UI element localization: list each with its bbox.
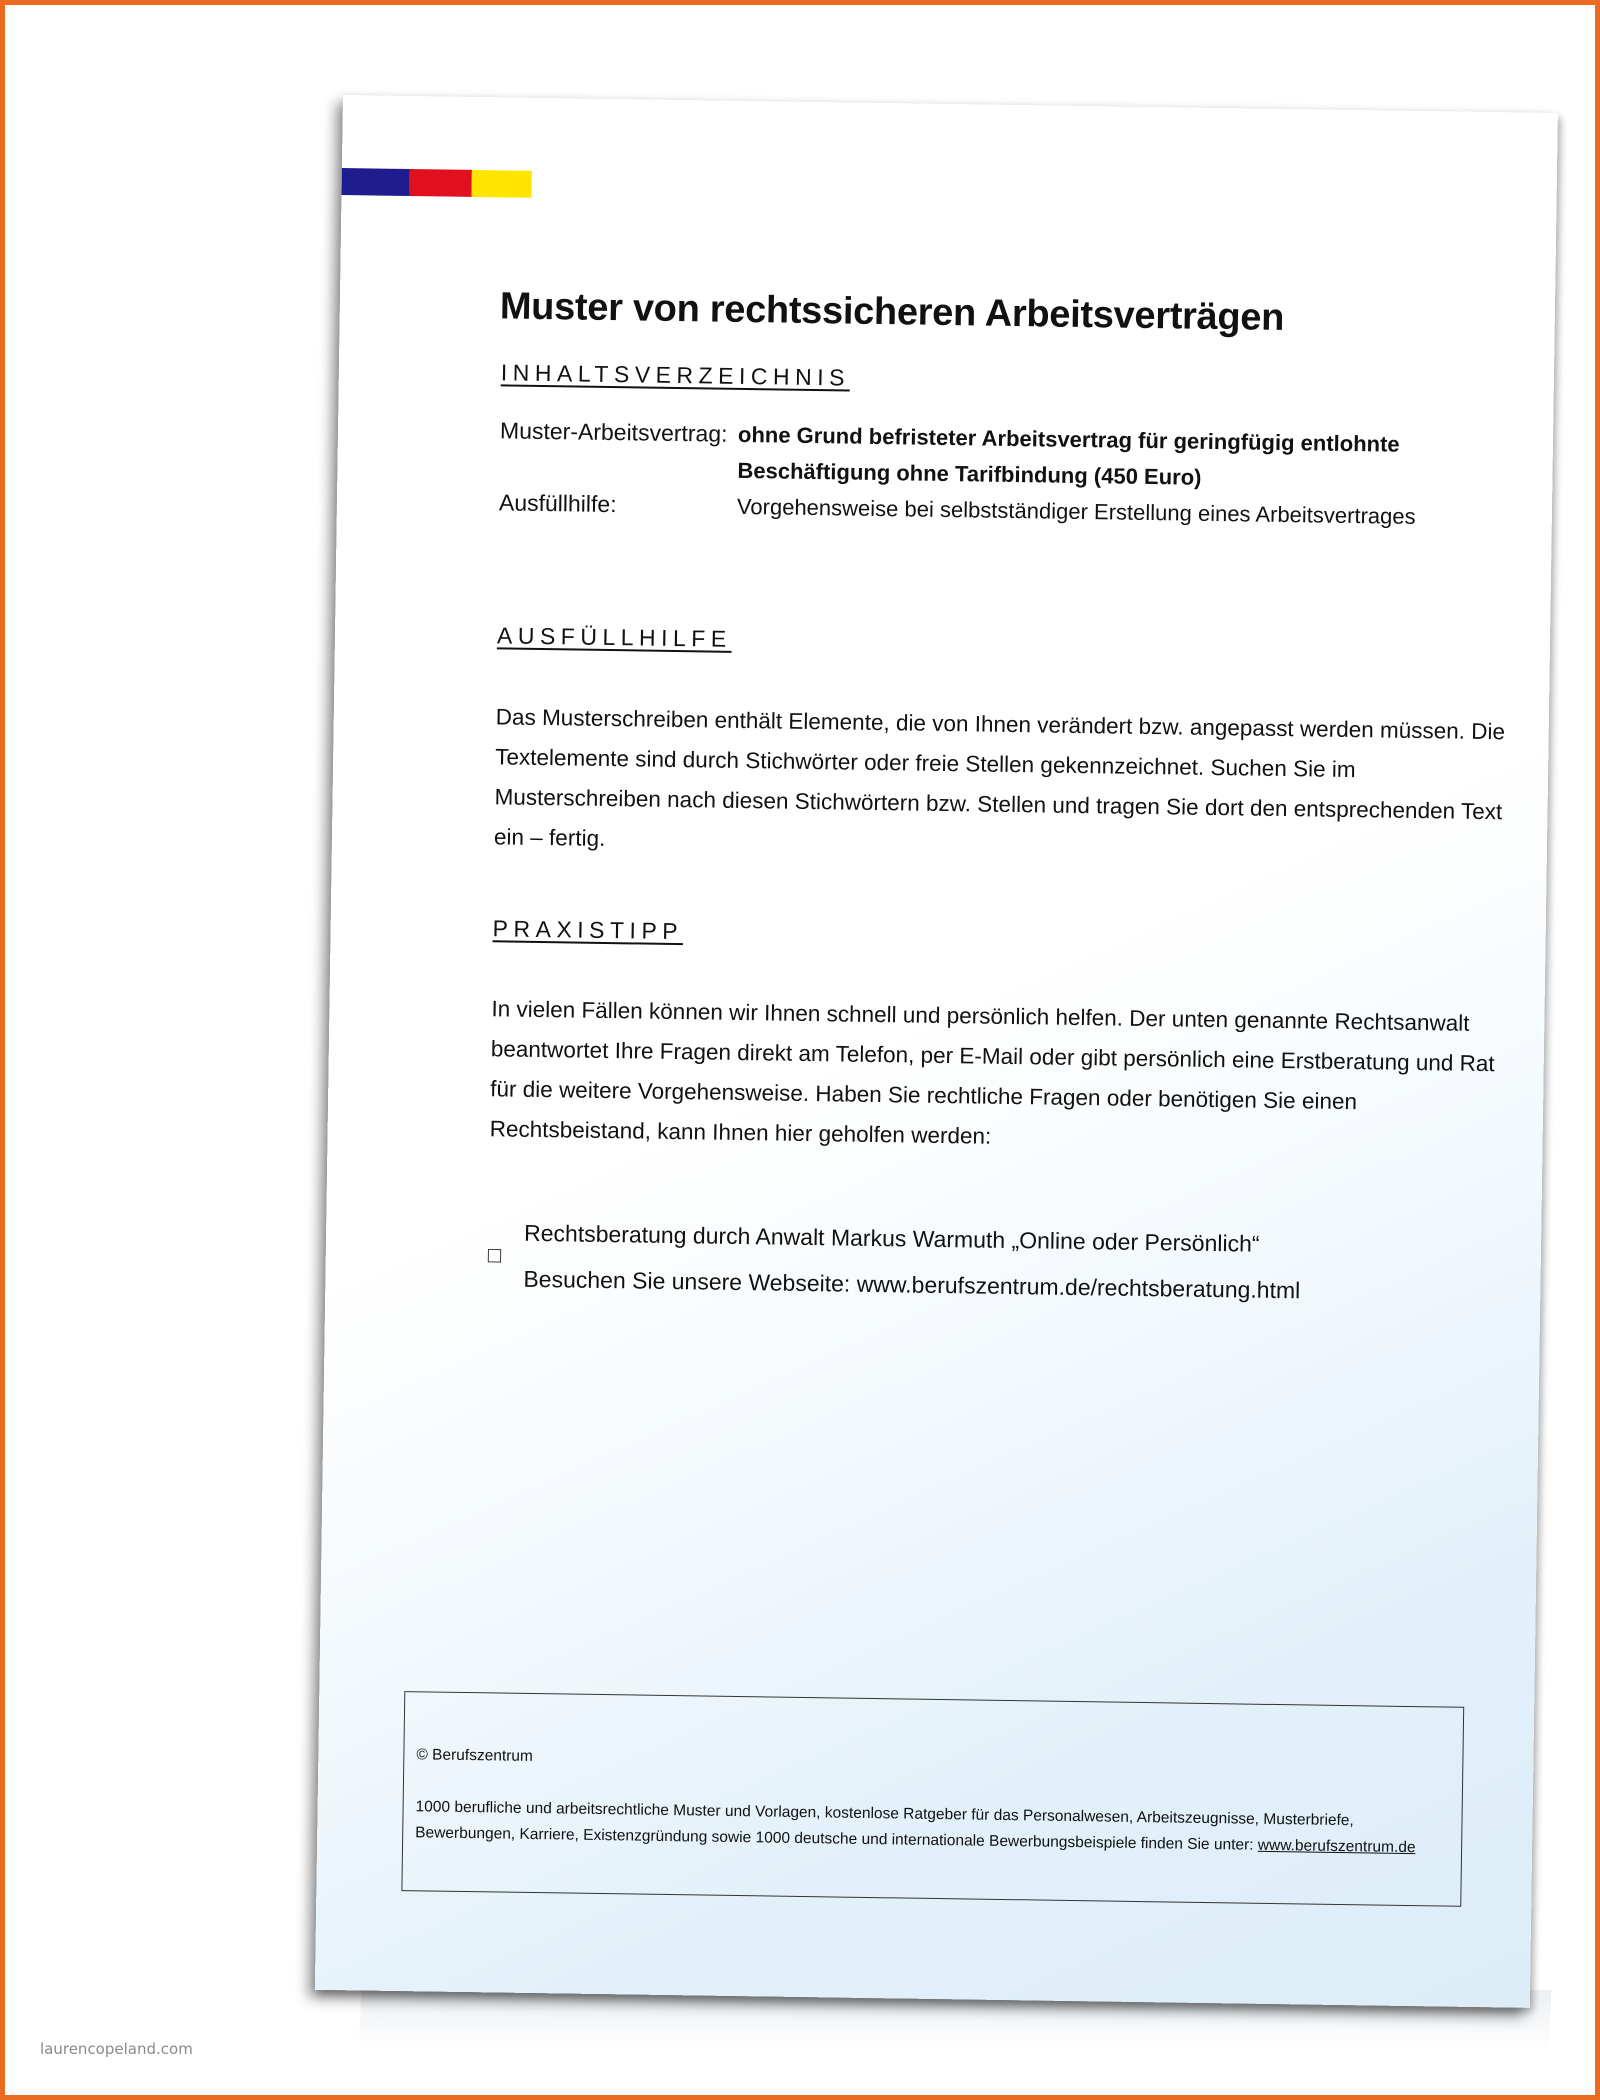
toc-item-line-1: ohne Grund befristeter Arbeitsvertrag für geringfügig entlohnte	[737, 421, 1400, 457]
document-title: Muster von rechtssicheren Arbeitsverträgen	[499, 285, 1285, 339]
flag-red-stripe	[410, 169, 472, 197]
ausfuellhilfe-heading: AUSFÜLLHILFE	[496, 622, 732, 652]
footer-brand: © Berufszentrum	[416, 1746, 534, 1765]
praxistipp-paragraph: In vielen Fällen können wir Ihnen schnell und persönlich helfen. Der unten genannte Rechtsanwalt beantwortet Ihre Fragen direkt am Telefon, per E-Mail oder gibt persönlich eine Erstberatung und Rat für die weitere Vorgehensweise. Haben Sie rechtliche Fragen oder benötigen Sie einen Rechtsbeistand, kann Ihnen hier geholfen werden:	[489, 996, 1495, 1149]
bullet-line-1: Rechtsberatung durch Anwalt Markus Warmuth „Online oder Persönlich“	[523, 1219, 1260, 1257]
toc-item-label-ausfuellhilfe: Ausfüllhilfe:	[498, 489, 617, 518]
praxistipp-heading: PRAXISTIPP	[492, 915, 684, 945]
ausfuellhilfe-paragraph: Das Musterschreiben enthält Elemente, die von Ihnen verändert bzw. angepasst werden müssen. Die Textelemente sind durch Stichwörter oder freie Stellen gekennzeichnet. Suchen Sie im Musterschreiben nach diesen Stichwörtern bzw. Stellen und tragen Sie dort den entsprechenden Text ein – fertig.	[493, 704, 1506, 851]
toc-heading: INHALTSVERZEICHNIS	[500, 359, 851, 391]
footer-line-1: 1000 berufliche und arbeitsrechtliche Muster und Vorlagen, kostenlose Ratgeber für das Personalwesen, Arbeitszeugnisse, Musterbriefe,	[415, 1798, 1354, 1830]
toc-item-text-ausfuellhilfe: Vorgehensweise bei selbstständiger Erstellung eines Arbeitsvertrages	[736, 493, 1416, 529]
checkbox-bullet-icon: □	[487, 1242, 502, 1268]
footer-box	[401, 1691, 1464, 1907]
footer-website-link[interactable]: www.berufszentrum.de	[1257, 1836, 1416, 1857]
flag-yellow-stripe	[472, 170, 532, 198]
flag-blue-stripe	[342, 168, 410, 196]
bullet-line-2: Besuchen Sie unsere Webseite: www.berufszentrum.de/rechtsberatung.html	[523, 1265, 1301, 1304]
watermark: laurencopeland.com	[40, 2040, 193, 2058]
footer-line-2-text: Bewerbungen, Karriere, Existenzgründung sowie 1000 deutsche und internationale Bewerbungsbeispiele finden Sie unter:	[415, 1824, 1254, 1854]
bullet-item	[523, 1210, 1424, 1315]
toc-item-label-arbeitsvertrag: Muster-Arbeitsvertrag:	[499, 417, 728, 447]
toc-item-text-arbeitsvertrag	[737, 417, 1478, 500]
document-page	[315, 95, 1558, 2008]
toc-item-line-2: Beschäftigung ohne Tarifbindung (450 Euro)	[737, 457, 1202, 490]
